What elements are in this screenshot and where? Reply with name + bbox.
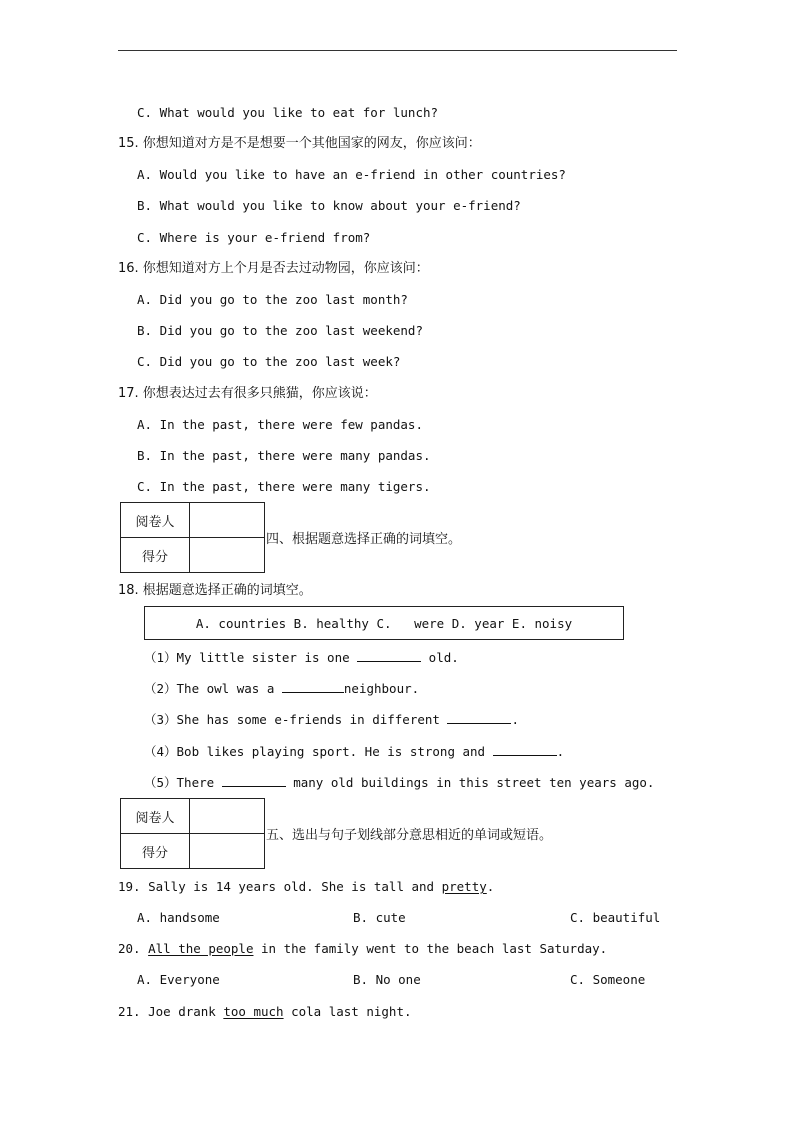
score-label: 得分: [121, 538, 190, 573]
q16-option-a: A. Did you go to the zoo last month?: [137, 292, 408, 307]
q20-option-a: A. Everyone: [137, 972, 220, 987]
q21-stem: 21. Joe drank too much cola last night.: [118, 1004, 412, 1019]
q18-item-4: （4）Bob likes playing sport. He is strong and .: [144, 744, 565, 759]
reviewer-label: 阅卷人: [121, 799, 190, 834]
underlined-phrase: too much: [223, 1004, 284, 1019]
score-table-section4: [120, 502, 265, 573]
q19-option-c: C. beautiful: [570, 910, 661, 925]
score-table-section5: [120, 798, 265, 869]
q20-stem: 20. All the people in the family went to the beach last Saturday.: [118, 941, 608, 956]
q16-stem: 16. 你想知道对方上个月是否去过动物园，你应该问：: [118, 261, 429, 276]
score-cell: [190, 538, 265, 573]
q17-stem: 17. 你想表达过去有很多只熊猫，你应该说：: [118, 386, 377, 401]
score-label: 得分: [121, 834, 190, 869]
q15-stem: 15. 你想知道对方是不是想要一个其他国家的网友，你应该问：: [118, 136, 481, 151]
word-bank-box: A. countries B. healthy C. were D. year E. noisy: [144, 606, 624, 640]
q17-option-a: A. In the past, there were few pandas.: [137, 417, 423, 432]
q16-option-b: B. Did you go to the zoo last weekend?: [137, 323, 423, 338]
header-rule: [118, 50, 677, 51]
reviewer-cell: [190, 503, 265, 538]
q18-item-2: （2）The owl was a neighbour.: [144, 681, 420, 696]
answer-blank[interactable]: [357, 650, 421, 662]
q19-option-b: B. cute: [353, 910, 406, 925]
section5-title: 五、选出与句子划线部分意思相近的单词或短语。: [266, 828, 553, 843]
underlined-phrase: pretty: [441, 879, 487, 894]
answer-blank[interactable]: [222, 775, 286, 787]
q15-option-c: C. Where is your e-friend from?: [137, 230, 371, 245]
reviewer-label: 阅卷人: [121, 503, 190, 538]
section4-title: 四、根据题意选择正确的词填空。: [266, 532, 462, 547]
answer-blank[interactable]: [493, 744, 557, 756]
q18-item-3: （3）She has some e-friends in different .: [144, 712, 519, 727]
q18-item-5: （5）There many old buildings in this street ten years ago.: [144, 775, 655, 790]
q17-option-c: C. In the past, there were many tigers.: [137, 479, 431, 494]
q15-option-a: A. Would you like to have an e-friend in other countries?: [137, 167, 566, 182]
q20-option-b: B. No one: [353, 972, 421, 987]
reviewer-cell: [190, 799, 265, 834]
underlined-phrase: All the people: [148, 941, 254, 956]
q20-option-c: C. Someone: [570, 972, 646, 987]
q14-option-c: C. What would you like to eat for lunch?: [137, 105, 439, 120]
answer-blank[interactable]: [282, 681, 344, 693]
answer-blank[interactable]: [447, 712, 511, 724]
q19-stem: 19. Sally is 14 years old. She is tall and pretty.: [118, 879, 495, 894]
score-cell: [190, 834, 265, 869]
q17-option-b: B. In the past, there were many pandas.: [137, 448, 431, 463]
q15-option-b: B. What would you like to know about your e-friend?: [137, 198, 521, 213]
q16-option-c: C. Did you go to the zoo last week?: [137, 354, 401, 369]
q18-stem: 18. 根据题意选择正确的词填空。: [118, 583, 312, 598]
q18-item-1: （1）My little sister is one old.: [144, 650, 459, 665]
q19-option-a: A. handsome: [137, 910, 220, 925]
